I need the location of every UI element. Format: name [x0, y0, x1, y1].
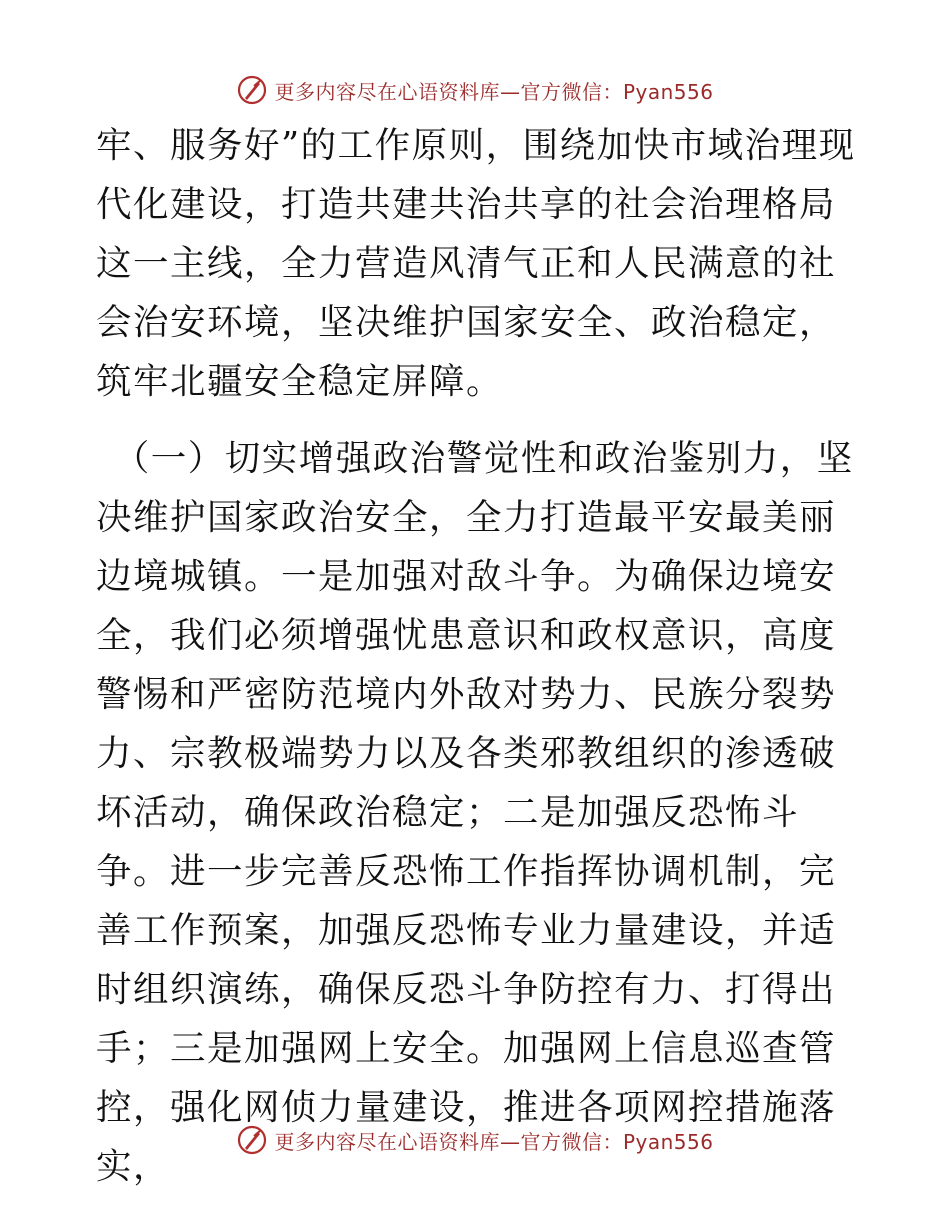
watermark-text: 更多内容尽在心语资料库—官方微信：Pyan556 — [274, 79, 714, 104]
footer-watermark — [0, 1120, 950, 1160]
feather-pen-circle-icon — [236, 74, 268, 106]
feather-pen-circle-icon — [236, 1124, 268, 1156]
paragraph-2: （一）切实增强政治警觉性和政治鉴别力，坚决维护国家政治安全，全力打造最平安最美丽边境城镇。一是加强对敌斗争。为确保边境安全，我们必须增强忧患意识和政权意识，高度警惕和严密防范境内外敌对势力、民族分裂势力、宗教极端势力以及各类邪教组织的渗透破坏活动，确保政治稳定；二是加强反恐怖斗争。进一步完善反恐怖工作指挥协调机制，完善工作预案，加强反恐怖专业力量建设，并适时组织演练，确保反恐斗争防控有力、打得出手；三是加强网上安全。加强网上信息巡查管控，强化网侦力量建设，推进各项网控措施落实， — [96, 438, 854, 1187]
paragraph-1: 牢、服务好”的工作原则，围绕加快市域治理现代化建设，打造共建共治共享的社会治理格局这一主线，全力营造风清气正和人民满意的社会治安环境，坚决维护国家安全、政治稳定，筑牢北疆安全稳定屏障。 — [96, 125, 856, 402]
watermark-text: 更多内容尽在心语资料库—官方微信：Pyan556 — [274, 1129, 714, 1154]
header-watermark — [0, 70, 950, 110]
document-body — [96, 116, 856, 1196]
